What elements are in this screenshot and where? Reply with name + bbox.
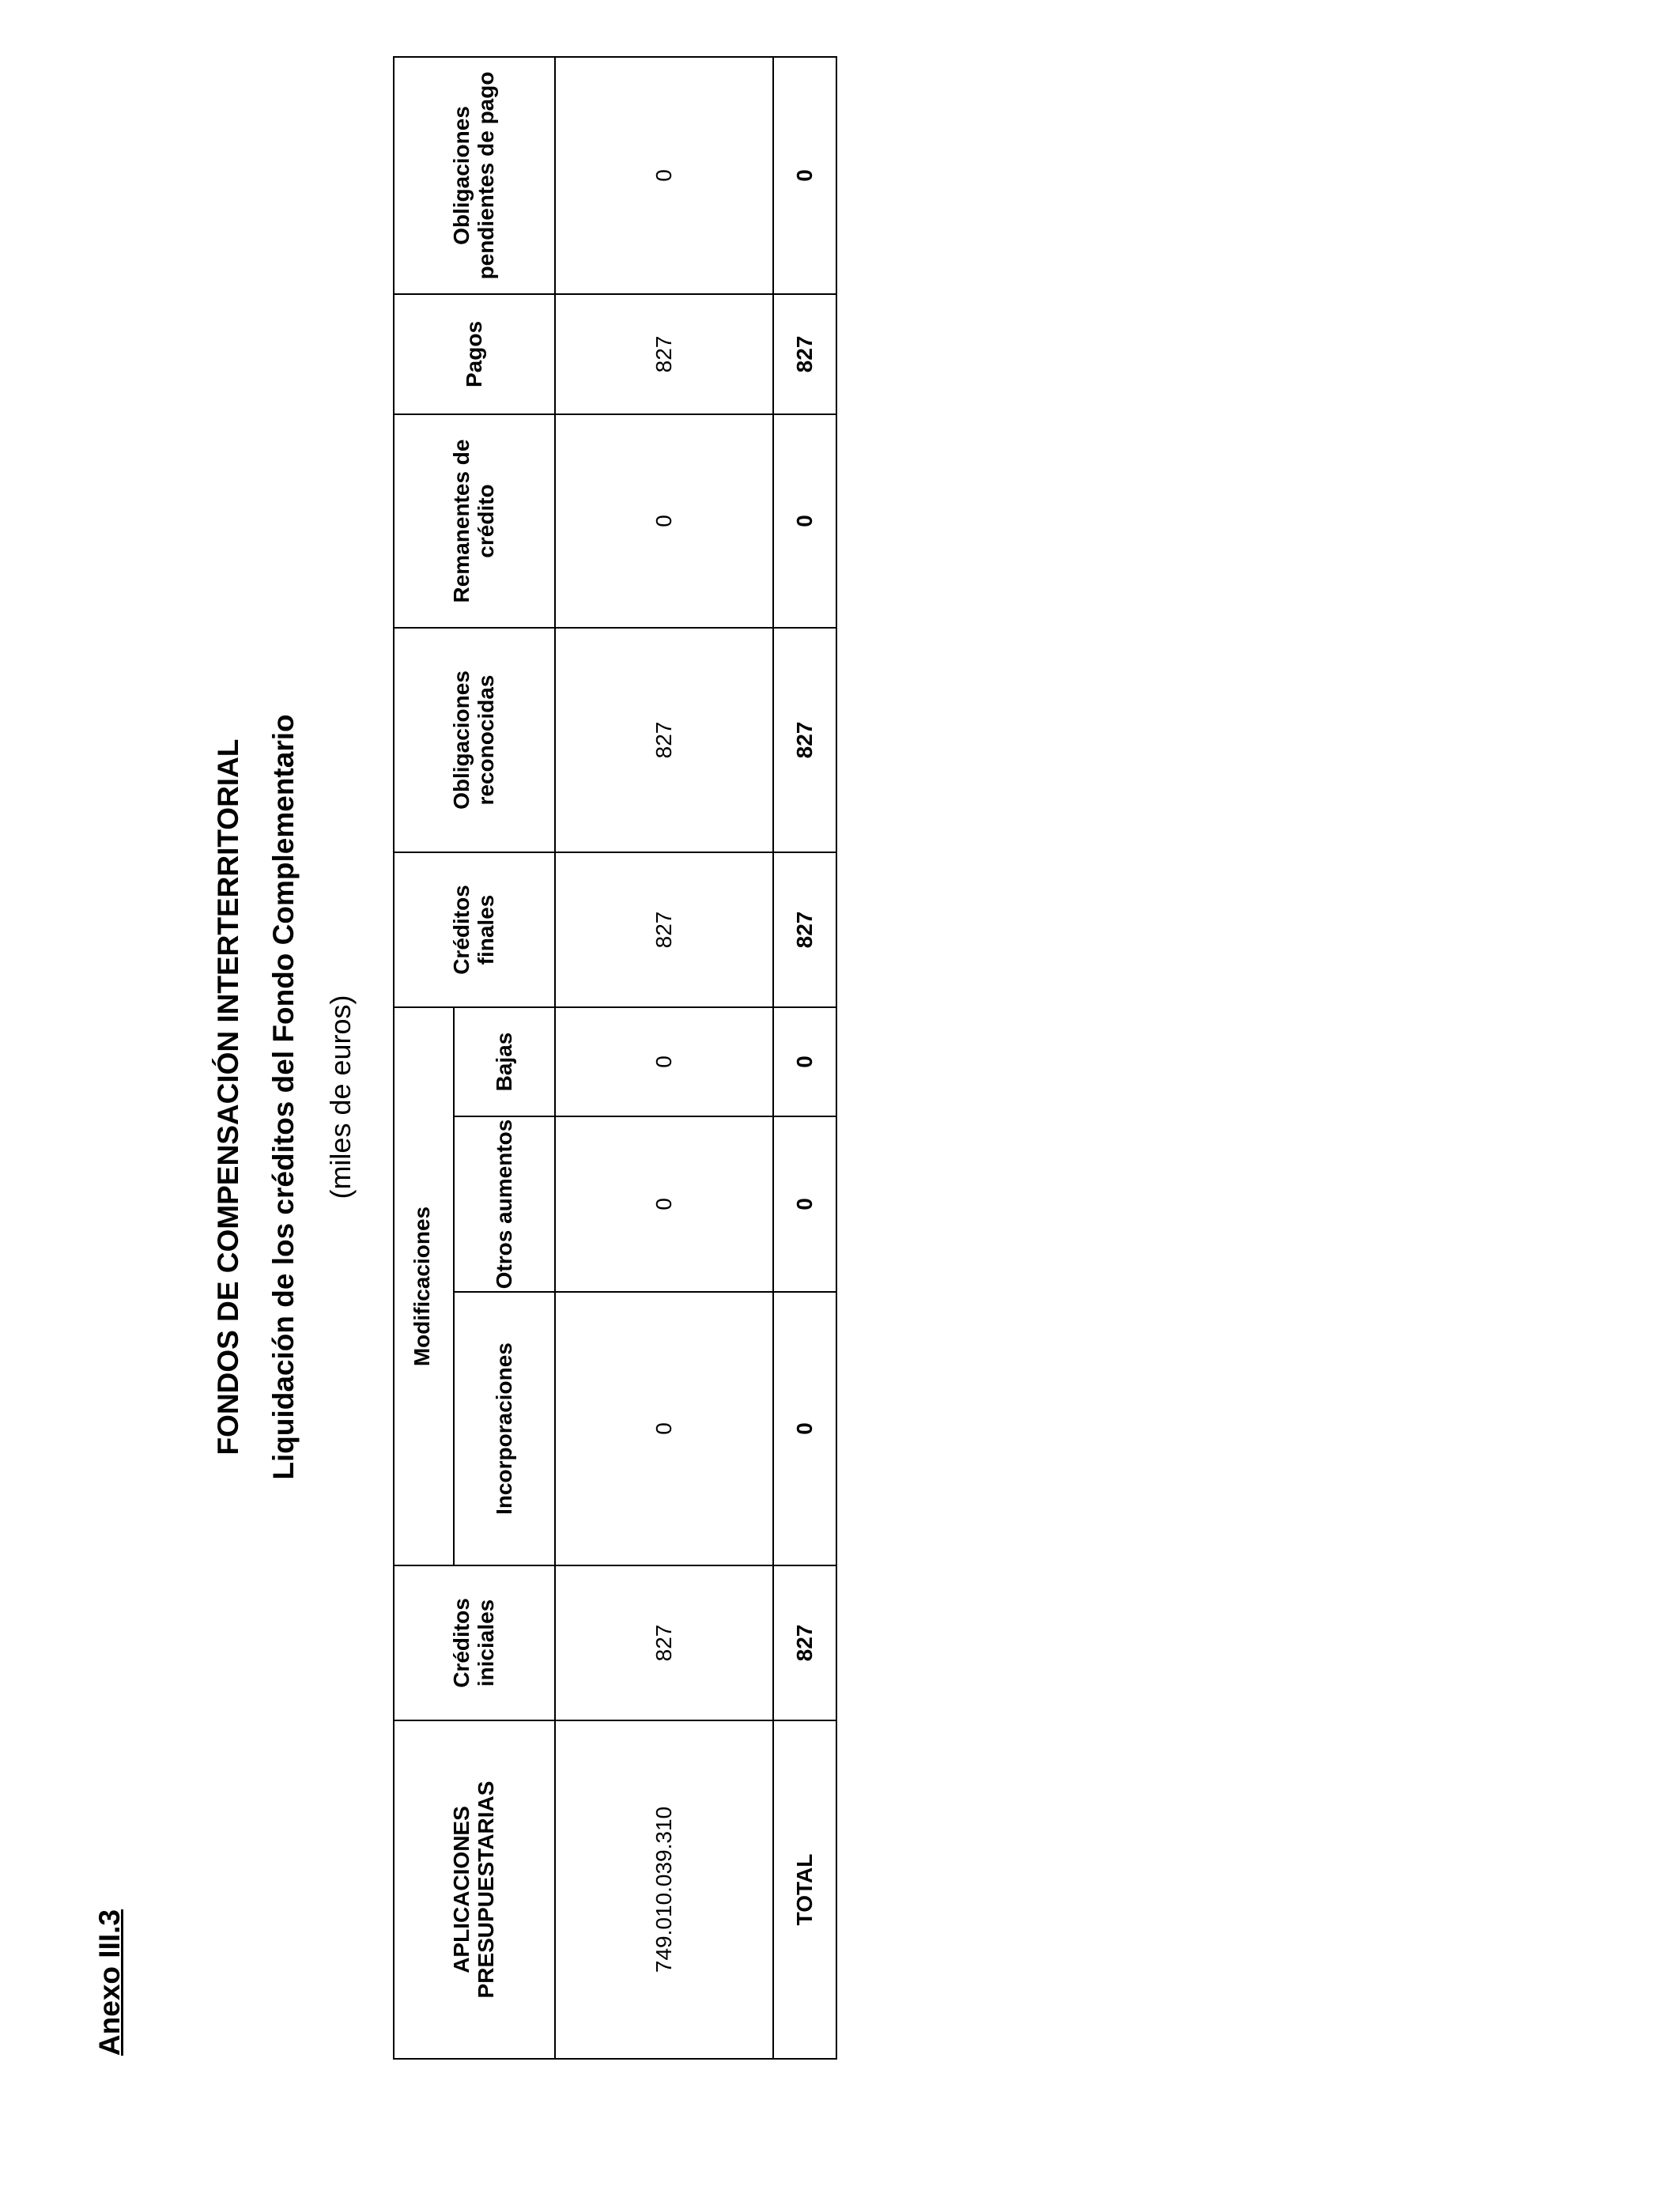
- cell-obligaciones-reconocidas: 827: [555, 628, 773, 852]
- table-row: [555, 57, 773, 2059]
- total-pagos: 827: [773, 294, 836, 414]
- cell-obligaciones-pendientes: 0: [555, 57, 773, 294]
- header-obligaciones-pendientes: Obligaciones pendientes de pago: [394, 57, 555, 294]
- total-obligaciones-reconocidas: 827: [773, 628, 836, 852]
- total-incorporaciones: 0: [773, 1292, 836, 1565]
- header-incorporaciones: Incorporaciones: [454, 1292, 555, 1565]
- cell-creditos-iniciales: 827: [555, 1565, 773, 1720]
- total-obligaciones-pendientes: 0: [773, 57, 836, 294]
- total-creditos-finales: 827: [773, 852, 836, 1007]
- cell-aplicacion: 749.010.039.310: [555, 1720, 773, 2059]
- annex-label: Anexo III.3: [93, 1909, 126, 2056]
- header-creditos-finales: Créditos finales: [394, 852, 555, 1007]
- header-obligaciones-reconocidas: Obligaciones reconocidas: [394, 628, 555, 852]
- header-pagos: Pagos: [394, 294, 555, 414]
- credits-table: [393, 56, 837, 2060]
- header-aplicaciones: APLICACIONES PRESUPUESTARIAS: [394, 1720, 555, 2059]
- total-bajas: 0: [773, 1007, 836, 1116]
- cell-creditos-finales: 827: [555, 852, 773, 1007]
- cell-incorporaciones: 0: [555, 1292, 773, 1565]
- header-bajas: Bajas: [454, 1007, 555, 1116]
- document-title: FONDOS DE COMPENSACIÓN INTERTERRITORIAL: [212, 738, 244, 1456]
- header-creditos-iniciales: Créditos iniciales: [394, 1565, 555, 1720]
- header-row: [394, 57, 454, 2059]
- document-subtitle: Liquidación de los créditos del Fondo Complementario: [267, 714, 300, 1480]
- header-otros-aumentos: Otros aumentos: [454, 1116, 555, 1292]
- cell-otros-aumentos: 0: [555, 1116, 773, 1292]
- cell-pagos: 827: [555, 294, 773, 414]
- total-creditos-iniciales: 827: [773, 1565, 836, 1720]
- header-modificaciones: Modificaciones: [394, 1007, 454, 1565]
- total-label: TOTAL: [773, 1720, 836, 2059]
- units-note: (miles de euros): [324, 995, 357, 1199]
- header-remanentes-credito: Remanentes de crédito: [394, 414, 555, 628]
- cell-bajas: 0: [555, 1007, 773, 1116]
- total-row: [773, 57, 836, 2059]
- total-otros-aumentos: 0: [773, 1116, 836, 1292]
- cell-remanentes-credito: 0: [555, 414, 773, 628]
- total-remanentes-credito: 0: [773, 414, 836, 628]
